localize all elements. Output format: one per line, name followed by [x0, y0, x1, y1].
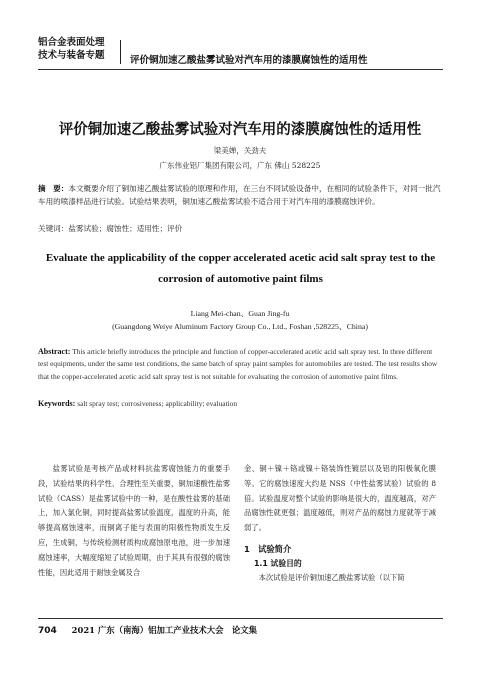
conference-name: 2021 广东（南海）铝加工产业技术大会 论文集: [71, 625, 258, 635]
body-left-column: [38, 462, 230, 580]
keywords-en-text: salt spray test; corrosiveness; applicability; evaluation: [77, 399, 238, 408]
section-heading: 1 试验简介: [244, 543, 292, 554]
subsection-heading: 1.1 试验目的: [254, 558, 302, 568]
paper-title-en-line2: corrosion of automotive paint films: [158, 273, 323, 285]
body-paragraph: 本次试验是评价铜加速乙酸盐雾试验（以下简: [258, 572, 405, 582]
paper-title-cn: 评价铜加速乙酸盐雾试验对汽车用的漆膜腐蚀性的适用性: [58, 122, 422, 138]
page-header: [38, 36, 443, 70]
abstract-en: [38, 346, 443, 383]
journal-section-label: [38, 36, 114, 62]
journal-line-1: 铝合金表面处理: [38, 37, 105, 48]
running-title: 评价铜加速乙酸盐雾试验对汽车用的漆膜腐蚀性的适用性: [130, 55, 368, 66]
authors-en: Liang Mei-chan、Guan Jing-fu: [190, 309, 290, 318]
body-paragraph: 金、铜＋镍＋铬或镍＋铬装饰性镀层以及铝的阳极氧化膜等。它的腐蚀速度大约是 NSS（中性盐雾试验）试验的 8 倍。试验温度对整个试验的影响是很大的，温度越高，对产品腐蚀性就更强；温度越低，则对产品的腐蚀力度就等于减弱了。: [244, 464, 436, 533]
affiliation-en: (Guangdong Weiye Aluminum Factory Group Co., Ltd., Foshan ,528225、China): [112, 322, 368, 331]
abstract-en-label: Abstract:: [38, 347, 71, 356]
header-separator: [120, 40, 121, 64]
body-paragraph: 盐雾试验是考核产品或材料抗盐雾腐蚀能力的重要手段，试验结果的科学性、合理性至关重要，铜加速酸性盐雾试验（CASS）是盐雾试验中的一种，是在酸性盐雾的基础上，加入氯化铜，同时提高盐雾试验温度，温度的升高，能够提高腐蚀速率，而铜离子能与表面的阳极性物质发生反应，生成铜，与传统检测材质构成腐蚀原电池，进一步加速腐蚀速率，大幅度缩短了试验周期，由于其具有很强的腐蚀性能，因此适用于耐蚀金属及合: [38, 464, 230, 577]
abstract-cn: [38, 182, 443, 208]
authors-cn: 梁美婵，关劲夫: [213, 146, 267, 155]
keywords-cn-label: 关键词：: [38, 224, 69, 233]
keywords-en-label: Keywords:: [38, 399, 76, 408]
abstract-cn-label: 摘 要：: [38, 184, 69, 193]
abstract-en-text: This article briefly introduces the principle and function of copper-accelerated acetic acid salt spray test. In three different test equipments, under the same test conditions, the same batch of spray paint samples for automobiles are tested. The test results show that the copper-accelerated acetic acid salt spray test is not suitable for evaluating the corrosion of automotive paint films.: [38, 347, 438, 381]
page-number: 704: [38, 626, 57, 636]
keywords-cn: [38, 222, 443, 235]
paper-title-en-line1: Evaluate the applicability of the copper accelerated acetic acid salt spray test to the: [45, 252, 436, 264]
header-rule: [38, 69, 443, 70]
journal-line-2: 技术与装备专题: [38, 50, 105, 61]
affiliation-cn: 广东伟业铝厂集团有限公司，广东 佛山 528225: [159, 161, 321, 170]
footer-rule: [38, 618, 443, 619]
body-right-column: [244, 462, 436, 586]
abstract-cn-text: 本文概要介绍了铜加速乙酸盐雾试验的原理和作用，在三台不同试验设备中，在相同的试验条件下，对同一批汽车用的喷漆样品进行试验。试验结果表明，铜加速乙酸盐雾试验不适合用于对汽车用的漆膜腐蚀评价。: [38, 184, 441, 206]
keywords-en: [38, 398, 443, 410]
keywords-cn-text: 盐雾试验；腐蚀性；适用性；评价: [68, 224, 183, 233]
page-footer: [38, 624, 257, 636]
paper-title-en: [38, 248, 443, 290]
